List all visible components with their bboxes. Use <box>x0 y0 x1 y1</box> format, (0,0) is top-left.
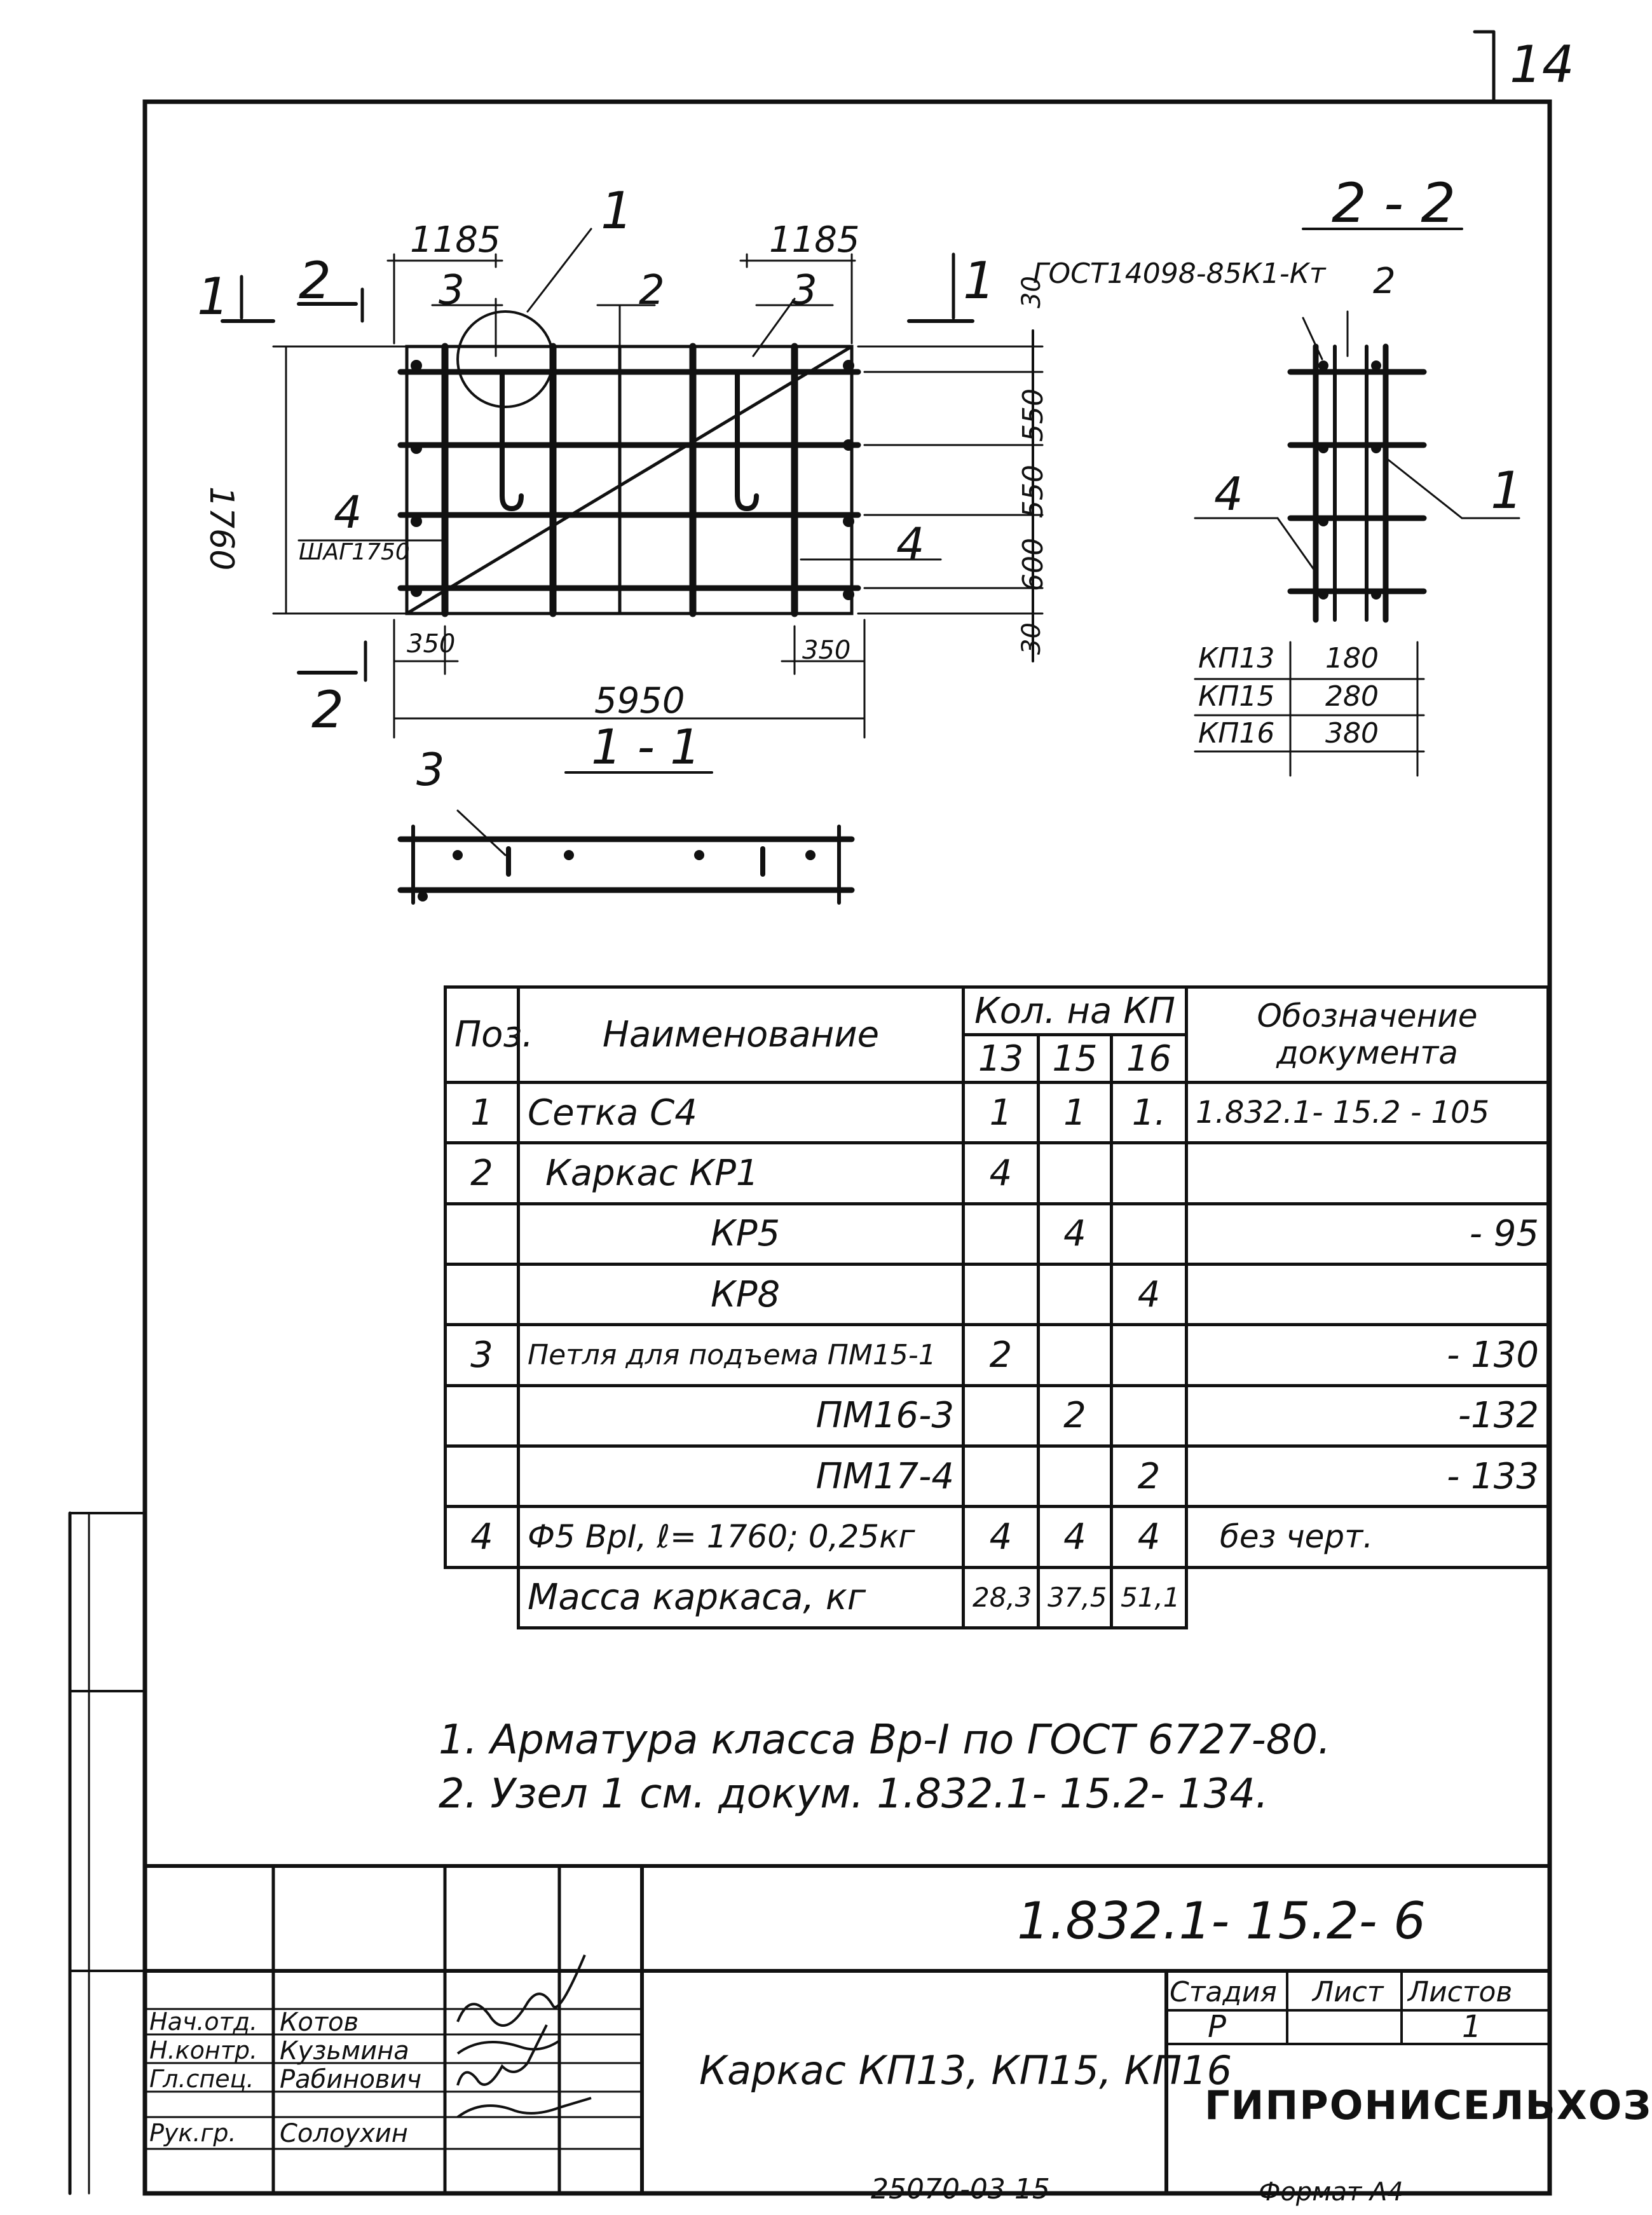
row-pos: 3 <box>446 1325 519 1385</box>
hdr-pos: Поз. <box>446 987 519 1083</box>
row-pos <box>446 1385 519 1446</box>
row-name: Каркас КР1 <box>519 1143 964 1204</box>
s22-callout-2: 2 <box>1373 261 1396 302</box>
dim-v30-top: 30 <box>1017 276 1046 308</box>
dim-right-1185: 1185 <box>769 219 860 261</box>
hdr-qty: Кол. на КП <box>964 987 1187 1035</box>
row-pos <box>446 1446 519 1506</box>
s22-callout-1: 1 <box>1491 461 1523 520</box>
role-3: Рук.гр. <box>149 2119 236 2147</box>
row-q16: 2 <box>1112 1446 1187 1506</box>
table-row <box>446 1083 1548 1143</box>
stage-value: Р <box>1208 2009 1226 2045</box>
row-pos <box>446 1204 519 1264</box>
row-q15: 2 <box>1039 1385 1112 1446</box>
row-q13 <box>964 1204 1039 1264</box>
archive-number: 25070-03 15 <box>871 2173 1050 2205</box>
row-pos: 2 <box>446 1143 519 1204</box>
mass-q13: 28,3 <box>964 1567 1039 1628</box>
row-doc: - 133 <box>1187 1446 1548 1506</box>
doc-code: 1.832.1- 15.2- 6 <box>1017 1891 1426 1951</box>
row-name: Сетка С4 <box>519 1083 964 1143</box>
person-3: Солоухин <box>280 2119 408 2148</box>
row-name: Петля для подъема ПМ15-1 <box>519 1325 964 1385</box>
sheet-label: Лист <box>1313 1976 1384 2008</box>
sheets-label: Листов <box>1408 1976 1513 2008</box>
section-2-2-title: 2 - 2 <box>1332 172 1456 235</box>
hdr-name: Наименование <box>519 987 964 1083</box>
mass-row <box>446 1567 1548 1628</box>
row-doc <box>1187 1143 1548 1204</box>
callout-4-left: 4 <box>334 486 362 538</box>
row-q15 <box>1039 1325 1112 1385</box>
width-value-2: 380 <box>1325 717 1379 750</box>
dim-left-350: 350 <box>407 629 456 659</box>
dim-v30-bottom: 30 <box>1017 622 1046 655</box>
callout-2-top: 2 <box>639 267 665 314</box>
s22-callout-4: 4 <box>1214 467 1243 521</box>
row-q13 <box>964 1446 1039 1506</box>
format-label: Формат А4 <box>1259 2177 1403 2207</box>
table-row <box>446 1143 1548 1204</box>
row-name: КР5 <box>519 1204 964 1264</box>
row-q16: 1. <box>1112 1083 1187 1143</box>
row-q15: 4 <box>1039 1204 1112 1264</box>
dim-v550-b: 550 <box>1017 465 1049 518</box>
sheet-number: 14 <box>1510 35 1574 94</box>
hdr-q16: 16 <box>1112 1035 1187 1083</box>
row-pos <box>446 1264 519 1324</box>
role-1: Н.контр. <box>149 2036 258 2064</box>
row-doc: -132 <box>1187 1385 1548 1446</box>
cut-2-bottom: 2 <box>311 680 344 739</box>
row-q16: 4 <box>1112 1507 1187 1567</box>
row-q16 <box>1112 1325 1187 1385</box>
callout-1: 1 <box>601 181 633 240</box>
row-q15 <box>1039 1446 1112 1506</box>
callout-3-right: 3 <box>791 267 817 314</box>
row-q13: 4 <box>964 1507 1039 1567</box>
mass-label: Масса каркаса, кг <box>519 1567 964 1628</box>
row-q16 <box>1112 1143 1187 1204</box>
dim-right-350: 350 <box>802 636 851 665</box>
row-q15: 1 <box>1039 1083 1112 1143</box>
row-doc <box>1187 1264 1548 1324</box>
row-q16 <box>1112 1385 1187 1446</box>
row-name: Ф5 ВрI, ℓ= 1760; 0,25кг <box>519 1507 964 1567</box>
width-name-0: КП13 <box>1198 642 1275 675</box>
mass-q16: 51,1 <box>1112 1567 1187 1628</box>
row-q16: 4 <box>1112 1264 1187 1324</box>
row-pos: 1 <box>446 1083 519 1143</box>
dim-v600: 600 <box>1017 538 1049 591</box>
note-2: 2. Узел 1 см. докум. 1.832.1- 15.2- 134. <box>439 1771 1269 1818</box>
role-0: Нач.отд. <box>149 2008 258 2036</box>
table-row <box>446 1204 1548 1264</box>
person-1: Кузьмина <box>280 2036 409 2066</box>
step-label: ШАГ1750 <box>299 539 410 565</box>
table-row <box>446 1507 1548 1567</box>
note-1: 1. Арматура класса Вр-I по ГОСТ 6727-80. <box>439 1717 1331 1764</box>
dim-v550-a: 550 <box>1017 388 1049 442</box>
width-name-2: КП16 <box>1198 717 1275 750</box>
drawing-title: Каркас КП13, КП15, КП16 <box>699 2047 1232 2094</box>
signatures <box>458 1955 591 2117</box>
person-0: Котов <box>280 2008 359 2037</box>
row-doc: - 130 <box>1187 1325 1548 1385</box>
callout-3-left: 3 <box>439 267 465 314</box>
width-value-0: 180 <box>1325 642 1379 675</box>
row-q15 <box>1039 1143 1112 1204</box>
callout-3-section: 3 <box>416 744 445 796</box>
role-2: Гл.спец. <box>149 2065 254 2093</box>
row-pos: 4 <box>446 1507 519 1567</box>
dim-5950: 5950 <box>594 680 685 722</box>
hdr-q13: 13 <box>964 1035 1039 1083</box>
hdr-doc: Обозначение документа <box>1187 987 1548 1083</box>
section-1-1-title: 1 - 1 <box>591 718 701 775</box>
stage-label: Стадия <box>1170 1976 1277 2008</box>
row-name: ПМ17-4 <box>519 1446 964 1506</box>
org-name: ГИПРОНИСЕЛЬХОЗ <box>1205 2082 1652 2129</box>
callout-4-right: 4 <box>896 518 925 570</box>
dim-1760: 1760 <box>202 486 240 571</box>
row-q13: 4 <box>964 1143 1039 1204</box>
row-name: КР8 <box>519 1264 964 1324</box>
row-q15: 4 <box>1039 1507 1112 1567</box>
table-row <box>446 1264 1548 1324</box>
row-q16 <box>1112 1204 1187 1264</box>
row-doc: без черт. <box>1187 1507 1548 1567</box>
sheets-value: 1 <box>1462 2009 1482 2045</box>
cut-1-right: 1 <box>963 251 995 310</box>
person-2: Рабинович <box>280 2065 422 2094</box>
hdr-q15: 15 <box>1039 1035 1112 1083</box>
row-q13 <box>964 1264 1039 1324</box>
mass-q15: 37,5 <box>1039 1567 1112 1628</box>
row-q15 <box>1039 1264 1112 1324</box>
width-name-1: КП15 <box>1198 680 1275 713</box>
row-doc: 1.832.1- 15.2 - 105 <box>1187 1083 1548 1143</box>
table-row <box>446 1446 1548 1506</box>
dim-left-1185: 1185 <box>410 219 501 261</box>
table-row <box>446 1385 1548 1446</box>
row-q13: 2 <box>964 1325 1039 1385</box>
row-doc: - 95 <box>1187 1204 1548 1264</box>
gost-label: ГОСТ14098-85К1-Кт <box>1033 257 1326 290</box>
cut-2-top: 2 <box>299 251 331 310</box>
table-row <box>446 1325 1548 1385</box>
spec-table <box>444 985 1550 1629</box>
cut-1-left: 1 <box>197 267 229 326</box>
row-q13: 1 <box>964 1083 1039 1143</box>
row-q13 <box>964 1385 1039 1446</box>
width-value-1: 280 <box>1325 680 1379 713</box>
row-name: ПМ16-3 <box>519 1385 964 1446</box>
